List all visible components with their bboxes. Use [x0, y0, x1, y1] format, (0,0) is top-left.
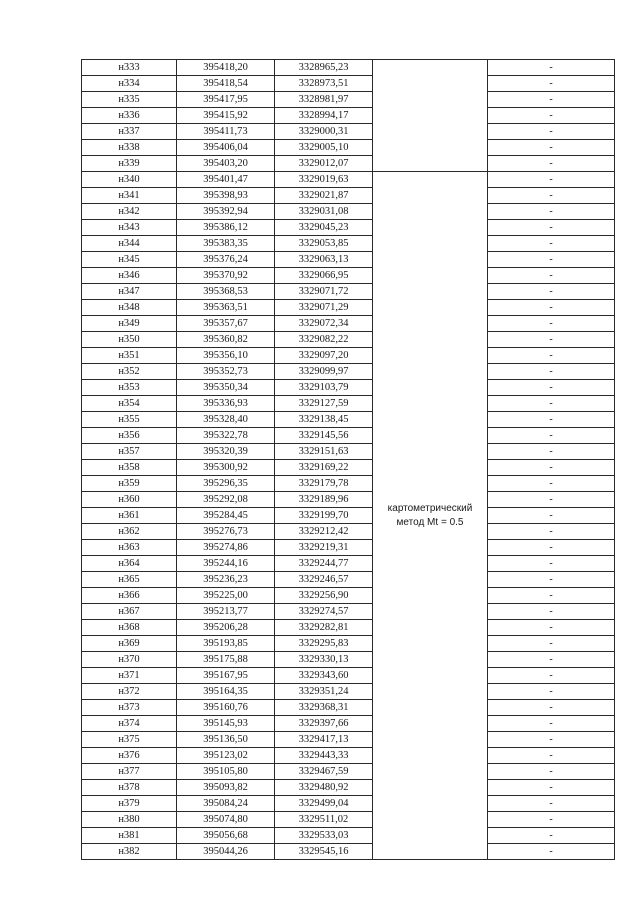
x-coordinate-cell: 395164,35 — [177, 684, 275, 700]
dash-cell: - — [488, 668, 615, 684]
x-coordinate-cell: 395160,76 — [177, 700, 275, 716]
table-row — [82, 236, 615, 252]
point-id-cell: н375 — [82, 732, 177, 748]
x-coordinate-cell: 395084,24 — [177, 796, 275, 812]
point-id-cell: н346 — [82, 268, 177, 284]
point-id-cell: н377 — [82, 764, 177, 780]
y-coordinate-cell: 3329545,16 — [275, 844, 373, 860]
dash-cell: - — [488, 284, 615, 300]
dash-cell: - — [488, 588, 615, 604]
y-coordinate-cell: 3329480,92 — [275, 780, 373, 796]
table-row — [82, 268, 615, 284]
table-row — [82, 428, 615, 444]
table-row — [82, 796, 615, 812]
table-row — [82, 700, 615, 716]
point-id-cell: н347 — [82, 284, 177, 300]
point-id-cell: н338 — [82, 140, 177, 156]
y-coordinate-cell: 3329244,77 — [275, 556, 373, 572]
y-coordinate-cell: 3329169,22 — [275, 460, 373, 476]
x-coordinate-cell: 395284,45 — [177, 508, 275, 524]
y-coordinate-cell: 3329499,04 — [275, 796, 373, 812]
x-coordinate-cell: 395398,93 — [177, 188, 275, 204]
point-id-cell: н354 — [82, 396, 177, 412]
table-row — [82, 636, 615, 652]
y-coordinate-cell: 3329097,20 — [275, 348, 373, 364]
point-id-cell: н356 — [82, 428, 177, 444]
x-coordinate-cell: 395368,53 — [177, 284, 275, 300]
x-coordinate-cell: 395136,50 — [177, 732, 275, 748]
table-row — [82, 604, 615, 620]
empty-method-cell — [373, 60, 488, 172]
point-id-cell: н358 — [82, 460, 177, 476]
table-row — [82, 332, 615, 348]
dash-cell: - — [488, 60, 615, 76]
point-id-cell: н334 — [82, 76, 177, 92]
dash-cell: - — [488, 188, 615, 204]
dash-cell: - — [488, 812, 615, 828]
x-coordinate-cell: 395193,85 — [177, 636, 275, 652]
y-coordinate-cell: 3329179,78 — [275, 476, 373, 492]
y-coordinate-cell: 3329330,13 — [275, 652, 373, 668]
table-row — [82, 220, 615, 236]
table-row — [82, 732, 615, 748]
dash-cell: - — [488, 428, 615, 444]
dash-cell: - — [488, 540, 615, 556]
dash-cell: - — [488, 684, 615, 700]
x-coordinate-cell: 395328,40 — [177, 412, 275, 428]
dash-cell: - — [488, 780, 615, 796]
table-row — [82, 460, 615, 476]
table-row — [82, 588, 615, 604]
y-coordinate-cell: 3329189,96 — [275, 492, 373, 508]
point-id-cell: н372 — [82, 684, 177, 700]
point-id-cell: н380 — [82, 812, 177, 828]
table-row — [82, 444, 615, 460]
x-coordinate-cell: 395213,77 — [177, 604, 275, 620]
dash-cell: - — [488, 796, 615, 812]
y-coordinate-cell: 3328994,17 — [275, 108, 373, 124]
x-coordinate-cell: 395360,82 — [177, 332, 275, 348]
dash-cell: - — [488, 716, 615, 732]
table-row — [82, 140, 615, 156]
point-id-cell: н376 — [82, 748, 177, 764]
table-row — [82, 652, 615, 668]
x-coordinate-cell: 395225,00 — [177, 588, 275, 604]
table-row — [82, 556, 615, 572]
method-cell: картометрический метод Mt = 0.5 — [373, 172, 488, 860]
table-row — [82, 508, 615, 524]
point-id-cell: н370 — [82, 652, 177, 668]
point-id-cell: н373 — [82, 700, 177, 716]
point-id-cell: н352 — [82, 364, 177, 380]
table-row — [82, 492, 615, 508]
table-row — [82, 716, 615, 732]
point-id-cell: н341 — [82, 188, 177, 204]
dash-cell: - — [488, 332, 615, 348]
x-coordinate-cell: 395074,80 — [177, 812, 275, 828]
y-coordinate-cell: 3329511,02 — [275, 812, 373, 828]
point-id-cell: н355 — [82, 412, 177, 428]
point-id-cell: н366 — [82, 588, 177, 604]
table-row — [82, 684, 615, 700]
table-row — [82, 204, 615, 220]
table-row — [82, 172, 615, 188]
x-coordinate-cell: 395415,92 — [177, 108, 275, 124]
point-id-cell: н342 — [82, 204, 177, 220]
dash-cell: - — [488, 460, 615, 476]
x-coordinate-cell: 395300,92 — [177, 460, 275, 476]
x-coordinate-cell: 395370,92 — [177, 268, 275, 284]
x-coordinate-cell: 395392,94 — [177, 204, 275, 220]
dash-cell: - — [488, 396, 615, 412]
dash-cell: - — [488, 620, 615, 636]
point-id-cell: н378 — [82, 780, 177, 796]
point-id-cell: н359 — [82, 476, 177, 492]
y-coordinate-cell: 3328973,51 — [275, 76, 373, 92]
x-coordinate-cell: 395336,93 — [177, 396, 275, 412]
table-row — [82, 124, 615, 140]
point-id-cell: н345 — [82, 252, 177, 268]
x-coordinate-cell: 395167,95 — [177, 668, 275, 684]
y-coordinate-cell: 3329467,59 — [275, 764, 373, 780]
x-coordinate-cell: 395383,35 — [177, 236, 275, 252]
table-row — [82, 108, 615, 124]
y-coordinate-cell: 3329256,90 — [275, 588, 373, 604]
point-id-cell: н348 — [82, 300, 177, 316]
table-row — [82, 524, 615, 540]
y-coordinate-cell: 3329063,13 — [275, 252, 373, 268]
point-id-cell: н362 — [82, 524, 177, 540]
dash-cell: - — [488, 108, 615, 124]
point-id-cell: н337 — [82, 124, 177, 140]
point-id-cell: н382 — [82, 844, 177, 860]
point-id-cell: н371 — [82, 668, 177, 684]
y-coordinate-cell: 3329145,56 — [275, 428, 373, 444]
y-coordinate-cell: 3329127,59 — [275, 396, 373, 412]
dash-cell: - — [488, 844, 615, 860]
table-row — [82, 620, 615, 636]
dash-cell: - — [488, 732, 615, 748]
x-coordinate-cell: 395292,08 — [177, 492, 275, 508]
point-id-cell: н350 — [82, 332, 177, 348]
table-row — [82, 540, 615, 556]
dash-cell: - — [488, 156, 615, 172]
y-coordinate-cell: 3329368,31 — [275, 700, 373, 716]
y-coordinate-cell: 3329417,13 — [275, 732, 373, 748]
y-coordinate-cell: 3329397,66 — [275, 716, 373, 732]
x-coordinate-cell: 395357,67 — [177, 316, 275, 332]
y-coordinate-cell: 3329071,29 — [275, 300, 373, 316]
x-coordinate-cell: 395376,24 — [177, 252, 275, 268]
y-coordinate-cell: 3329053,85 — [275, 236, 373, 252]
x-coordinate-cell: 395175,88 — [177, 652, 275, 668]
dash-cell: - — [488, 140, 615, 156]
y-coordinate-cell: 3329071,72 — [275, 284, 373, 300]
table-row — [82, 844, 615, 860]
x-coordinate-cell: 395093,82 — [177, 780, 275, 796]
dash-cell: - — [488, 828, 615, 844]
dash-cell: - — [488, 348, 615, 364]
dash-cell: - — [488, 300, 615, 316]
dash-cell: - — [488, 380, 615, 396]
table-row — [82, 572, 615, 588]
y-coordinate-cell: 3328981,97 — [275, 92, 373, 108]
table-row — [82, 188, 615, 204]
x-coordinate-cell: 395350,34 — [177, 380, 275, 396]
point-id-cell: н363 — [82, 540, 177, 556]
dash-cell: - — [488, 124, 615, 140]
dash-cell: - — [488, 492, 615, 508]
table-row — [82, 812, 615, 828]
point-id-cell: н374 — [82, 716, 177, 732]
dash-cell: - — [488, 556, 615, 572]
x-coordinate-cell: 395145,93 — [177, 716, 275, 732]
y-coordinate-cell: 3329082,22 — [275, 332, 373, 348]
x-coordinate-cell: 395056,68 — [177, 828, 275, 844]
x-coordinate-cell: 395274,86 — [177, 540, 275, 556]
y-coordinate-cell: 3329351,24 — [275, 684, 373, 700]
point-id-cell: н333 — [82, 60, 177, 76]
point-id-cell: н364 — [82, 556, 177, 572]
dash-cell: - — [488, 444, 615, 460]
table-row — [82, 668, 615, 684]
dash-cell: - — [488, 652, 615, 668]
point-id-cell: н361 — [82, 508, 177, 524]
y-coordinate-cell: 3329031,08 — [275, 204, 373, 220]
point-id-cell: н343 — [82, 220, 177, 236]
coordinates-table-body — [82, 60, 615, 860]
point-id-cell: н369 — [82, 636, 177, 652]
x-coordinate-cell: 395401,47 — [177, 172, 275, 188]
dash-cell: - — [488, 748, 615, 764]
dash-cell: - — [488, 220, 615, 236]
dash-cell: - — [488, 172, 615, 188]
table-row — [82, 764, 615, 780]
point-id-cell: н336 — [82, 108, 177, 124]
dash-cell: - — [488, 316, 615, 332]
table-row — [82, 476, 615, 492]
y-coordinate-cell: 3329045,23 — [275, 220, 373, 236]
x-coordinate-cell: 395403,20 — [177, 156, 275, 172]
dash-cell: - — [488, 252, 615, 268]
x-coordinate-cell: 395356,10 — [177, 348, 275, 364]
x-coordinate-cell: 395386,12 — [177, 220, 275, 236]
x-coordinate-cell: 395320,39 — [177, 444, 275, 460]
y-coordinate-cell: 3328965,23 — [275, 60, 373, 76]
y-coordinate-cell: 3329103,79 — [275, 380, 373, 396]
x-coordinate-cell: 395044,26 — [177, 844, 275, 860]
y-coordinate-cell: 3329066,95 — [275, 268, 373, 284]
x-coordinate-cell: 395406,04 — [177, 140, 275, 156]
point-id-cell: н340 — [82, 172, 177, 188]
point-id-cell: н381 — [82, 828, 177, 844]
x-coordinate-cell: 395123,02 — [177, 748, 275, 764]
table-row — [82, 380, 615, 396]
dash-cell: - — [488, 764, 615, 780]
y-coordinate-cell: 3329151,63 — [275, 444, 373, 460]
table-row — [82, 92, 615, 108]
point-id-cell: н368 — [82, 620, 177, 636]
y-coordinate-cell: 3329443,33 — [275, 748, 373, 764]
y-coordinate-cell: 3329343,60 — [275, 668, 373, 684]
y-coordinate-cell: 3329212,42 — [275, 524, 373, 540]
point-id-cell: н351 — [82, 348, 177, 364]
table-row — [82, 300, 615, 316]
point-id-cell: н360 — [82, 492, 177, 508]
point-id-cell: н365 — [82, 572, 177, 588]
table-row — [82, 748, 615, 764]
dash-cell: - — [488, 236, 615, 252]
x-coordinate-cell: 395411,73 — [177, 124, 275, 140]
table-row — [82, 156, 615, 172]
dash-cell: - — [488, 636, 615, 652]
dash-cell: - — [488, 524, 615, 540]
x-coordinate-cell: 395276,73 — [177, 524, 275, 540]
coordinates-table — [81, 59, 615, 860]
dash-cell: - — [488, 204, 615, 220]
y-coordinate-cell: 3329274,57 — [275, 604, 373, 620]
point-id-cell: н335 — [82, 92, 177, 108]
dash-cell: - — [488, 508, 615, 524]
x-coordinate-cell: 395322,78 — [177, 428, 275, 444]
x-coordinate-cell: 395206,28 — [177, 620, 275, 636]
dash-cell: - — [488, 572, 615, 588]
point-id-cell: н349 — [82, 316, 177, 332]
table-row — [82, 412, 615, 428]
y-coordinate-cell: 3329005,10 — [275, 140, 373, 156]
dash-cell: - — [488, 76, 615, 92]
y-coordinate-cell: 3329012,07 — [275, 156, 373, 172]
point-id-cell: н379 — [82, 796, 177, 812]
dash-cell: - — [488, 476, 615, 492]
y-coordinate-cell: 3329219,31 — [275, 540, 373, 556]
table-row — [82, 284, 615, 300]
x-coordinate-cell: 395105,80 — [177, 764, 275, 780]
x-coordinate-cell: 395417,95 — [177, 92, 275, 108]
y-coordinate-cell: 3329533,03 — [275, 828, 373, 844]
y-coordinate-cell: 3329019,63 — [275, 172, 373, 188]
x-coordinate-cell: 395418,20 — [177, 60, 275, 76]
y-coordinate-cell: 3329000,31 — [275, 124, 373, 140]
y-coordinate-cell: 3329021,87 — [275, 188, 373, 204]
point-id-cell: н344 — [82, 236, 177, 252]
dash-cell: - — [488, 700, 615, 716]
table-row — [82, 76, 615, 92]
dash-cell: - — [488, 412, 615, 428]
dash-cell: - — [488, 604, 615, 620]
point-id-cell: н357 — [82, 444, 177, 460]
y-coordinate-cell: 3329295,83 — [275, 636, 373, 652]
point-id-cell: н339 — [82, 156, 177, 172]
y-coordinate-cell: 3329099,97 — [275, 364, 373, 380]
x-coordinate-cell: 395363,51 — [177, 300, 275, 316]
x-coordinate-cell: 395244,16 — [177, 556, 275, 572]
y-coordinate-cell: 3329072,34 — [275, 316, 373, 332]
y-coordinate-cell: 3329199,70 — [275, 508, 373, 524]
table-row — [82, 60, 615, 76]
y-coordinate-cell: 3329246,57 — [275, 572, 373, 588]
x-coordinate-cell: 395296,35 — [177, 476, 275, 492]
y-coordinate-cell: 3329282,81 — [275, 620, 373, 636]
table-row — [82, 780, 615, 796]
y-coordinate-cell: 3329138,45 — [275, 412, 373, 428]
dash-cell: - — [488, 92, 615, 108]
table-row — [82, 828, 615, 844]
x-coordinate-cell: 395418,54 — [177, 76, 275, 92]
dash-cell: - — [488, 364, 615, 380]
table-row — [82, 396, 615, 412]
dash-cell: - — [488, 268, 615, 284]
table-row — [82, 348, 615, 364]
x-coordinate-cell: 395236,23 — [177, 572, 275, 588]
point-id-cell: н367 — [82, 604, 177, 620]
x-coordinate-cell: 395352,73 — [177, 364, 275, 380]
point-id-cell: н353 — [82, 380, 177, 396]
table-row — [82, 364, 615, 380]
table-row — [82, 252, 615, 268]
table-row — [82, 316, 615, 332]
